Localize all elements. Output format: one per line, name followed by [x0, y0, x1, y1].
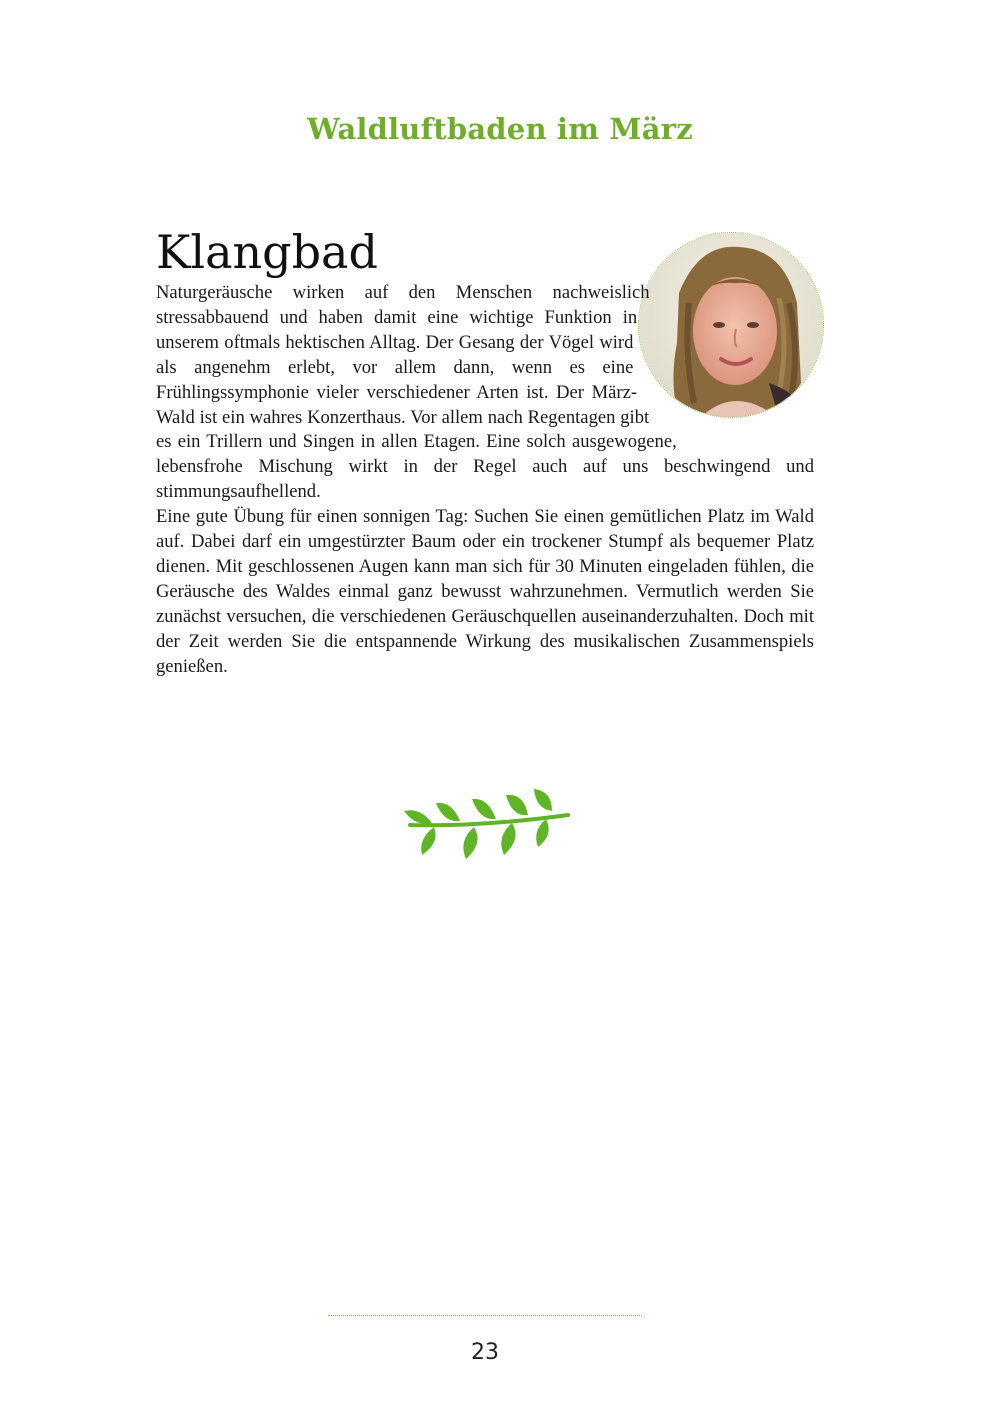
chapter-header: Waldluftbaden im März — [307, 112, 693, 146]
footer-divider — [328, 1315, 642, 1316]
portrait-wrap-spacer — [624, 281, 814, 431]
paragraph-1: Naturgeräusche wirken auf den Menschen nachweislich stressabbauend und haben damit eine wichtige Funktion in unserem oftmals hektischen Alltag. Der Gesang der Vögel wird als angenehm erlebt, vor allem dann, wenn es eine Frühlingssymphonie vieler verschiedener Arten ist. Der März-Wald ist ein wahres Konzerthaus. Vor allem nach Regentagen gibt es ein Trillern und Singen in allen Etagen. Eine solch ausgewogene, lebensfrohe Mischung wirkt in der Regel auch auf uns beschwingend und stimmungsaufhellend. — [156, 282, 814, 503]
body-text — [156, 281, 814, 680]
page-number: 23 — [471, 1340, 499, 1365]
section-title: Klangbad — [156, 225, 378, 279]
leaf-branch-icon — [400, 785, 572, 869]
paragraph-2: Eine gute Übung für einen sonnigen Tag: Suchen Sie einen gemütlichen Platz im Wald auf. Dabei darf ein umgestürzter Baum oder ein trockener Stumpf als bequemer Platz dienen. Mit geschlossenen Augen kann man sich für 30 Minuten eingeladen fühlen, die Geräusche des Waldes einmal ganz bewusst wahrzunehmen. Vermutlich werden Sie zunächst versuchen, die verschiedenen Geräuschquellen auseinanderzuhalten. Doch mit der Zeit werden Sie die entspannende Wirkung des musikalischen Zusammenspiels genießen. — [156, 506, 814, 677]
